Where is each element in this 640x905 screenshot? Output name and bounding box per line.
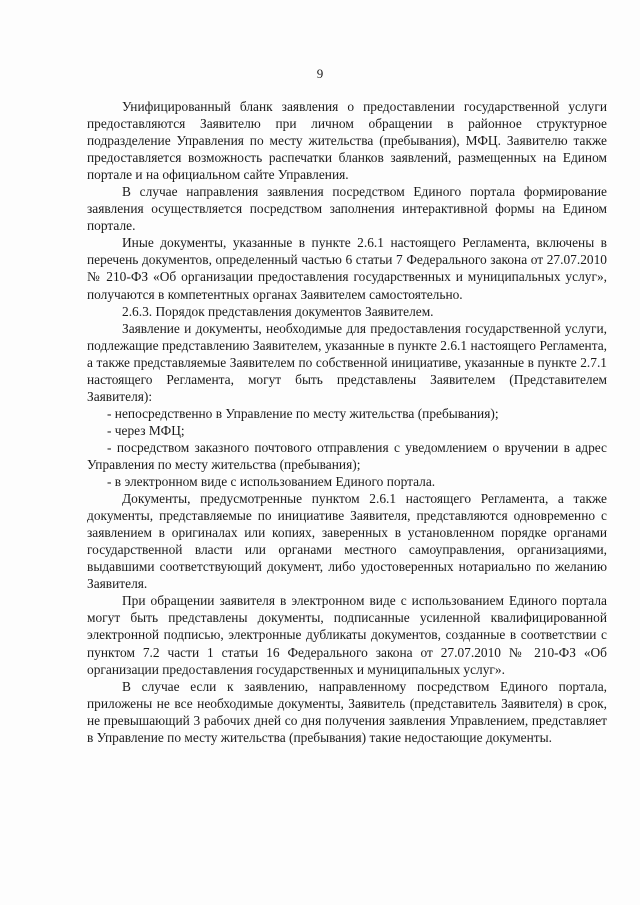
section-heading: 2.6.3. Порядок представления документов Заявителем.	[122, 303, 434, 319]
list-item: - непосредственно в Управление по месту жительства (пребывания);	[107, 405, 499, 421]
list-item: - в электронном виде с использованием Единого портала.	[107, 474, 436, 490]
paragraph: Документы, предусмотренные пунктом 2.6.1 настоящего Регламента, а также документы, представляемые по инициативе Заявителя, представляются одновременно с заявлением в оригиналах или копиях, заверенных в установленном порядке органами государственной власти или органами местного самоуправления, организациями, выдавшими соответствующий документ, либо удостоверенных нотариально по желанию Заявителя.	[87, 491, 607, 592]
list-item: - через МФЦ;	[107, 422, 185, 438]
document-body	[87, 98, 607, 746]
paragraph: Унифицированный бланк заявления о предоставлении государственной услуги предоставляются Заявителю при личном обращении в районное структурное подразделение Управления по месту жительства (пребывания), МФЦ. Заявителю также предоставляется возможность распечатки бланков заявлений, размещенных на Едином портале и на официальном сайте Управления.	[87, 99, 607, 183]
paragraph: Иные документы, указанные в пункте 2.6.1 настоящего Регламента, включены в перечень документов, определенный частью 6 статьи 7 Федерального закона от 27.07.2010 № 210-ФЗ «Об организации предоставления государственных и муниципальных услуг», получаются в компетентных органах Заявителем самостоятельно.	[87, 235, 607, 302]
paragraph: В случае если к заявлению, направленному посредством Единого портала, приложены не все необходимые документы, Заявитель (представитель Заявителя) в срок, не превышающий 3 рабочих дней со дня получения заявления Управлением, представляет в Управление по месту жительства (пребывания) такие недостающие документы.	[87, 678, 607, 745]
list-item: - посредством заказного почтового отправления с уведомлением о вручении в адрес Управления по месту жительства (пребывания);	[87, 439, 607, 472]
paragraph: При обращении заявителя в электронном виде с использованием Единого портала могут быть представлены документы, подписанные усиленной квалифицированной электронной подписью, электронные дубликаты документов, созданные в соответствии с пунктом 7.2 части 1 статьи 16 Федерального закона от 27.07.2010 № 210-ФЗ «Об организации предоставления государственных и муниципальных услуг».	[87, 593, 607, 677]
paragraph: В случае направления заявления посредством Единого портала формирование заявления осуществляется посредством заполнения интерактивной формы на Едином портале.	[87, 184, 607, 234]
page-number: 9	[316, 66, 324, 81]
paragraph: Заявление и документы, необходимые для предоставления государственной услуги, подлежащие представлению Заявителем, указанные в пункте 2.6.1 настоящего Регламента, а также представляемые Заявителем по собственной инициативе, указанные в пункте 2.7.1 настоящего Регламента, могут быть представлены Заявителем (Представителем Заявителя):	[87, 320, 607, 404]
